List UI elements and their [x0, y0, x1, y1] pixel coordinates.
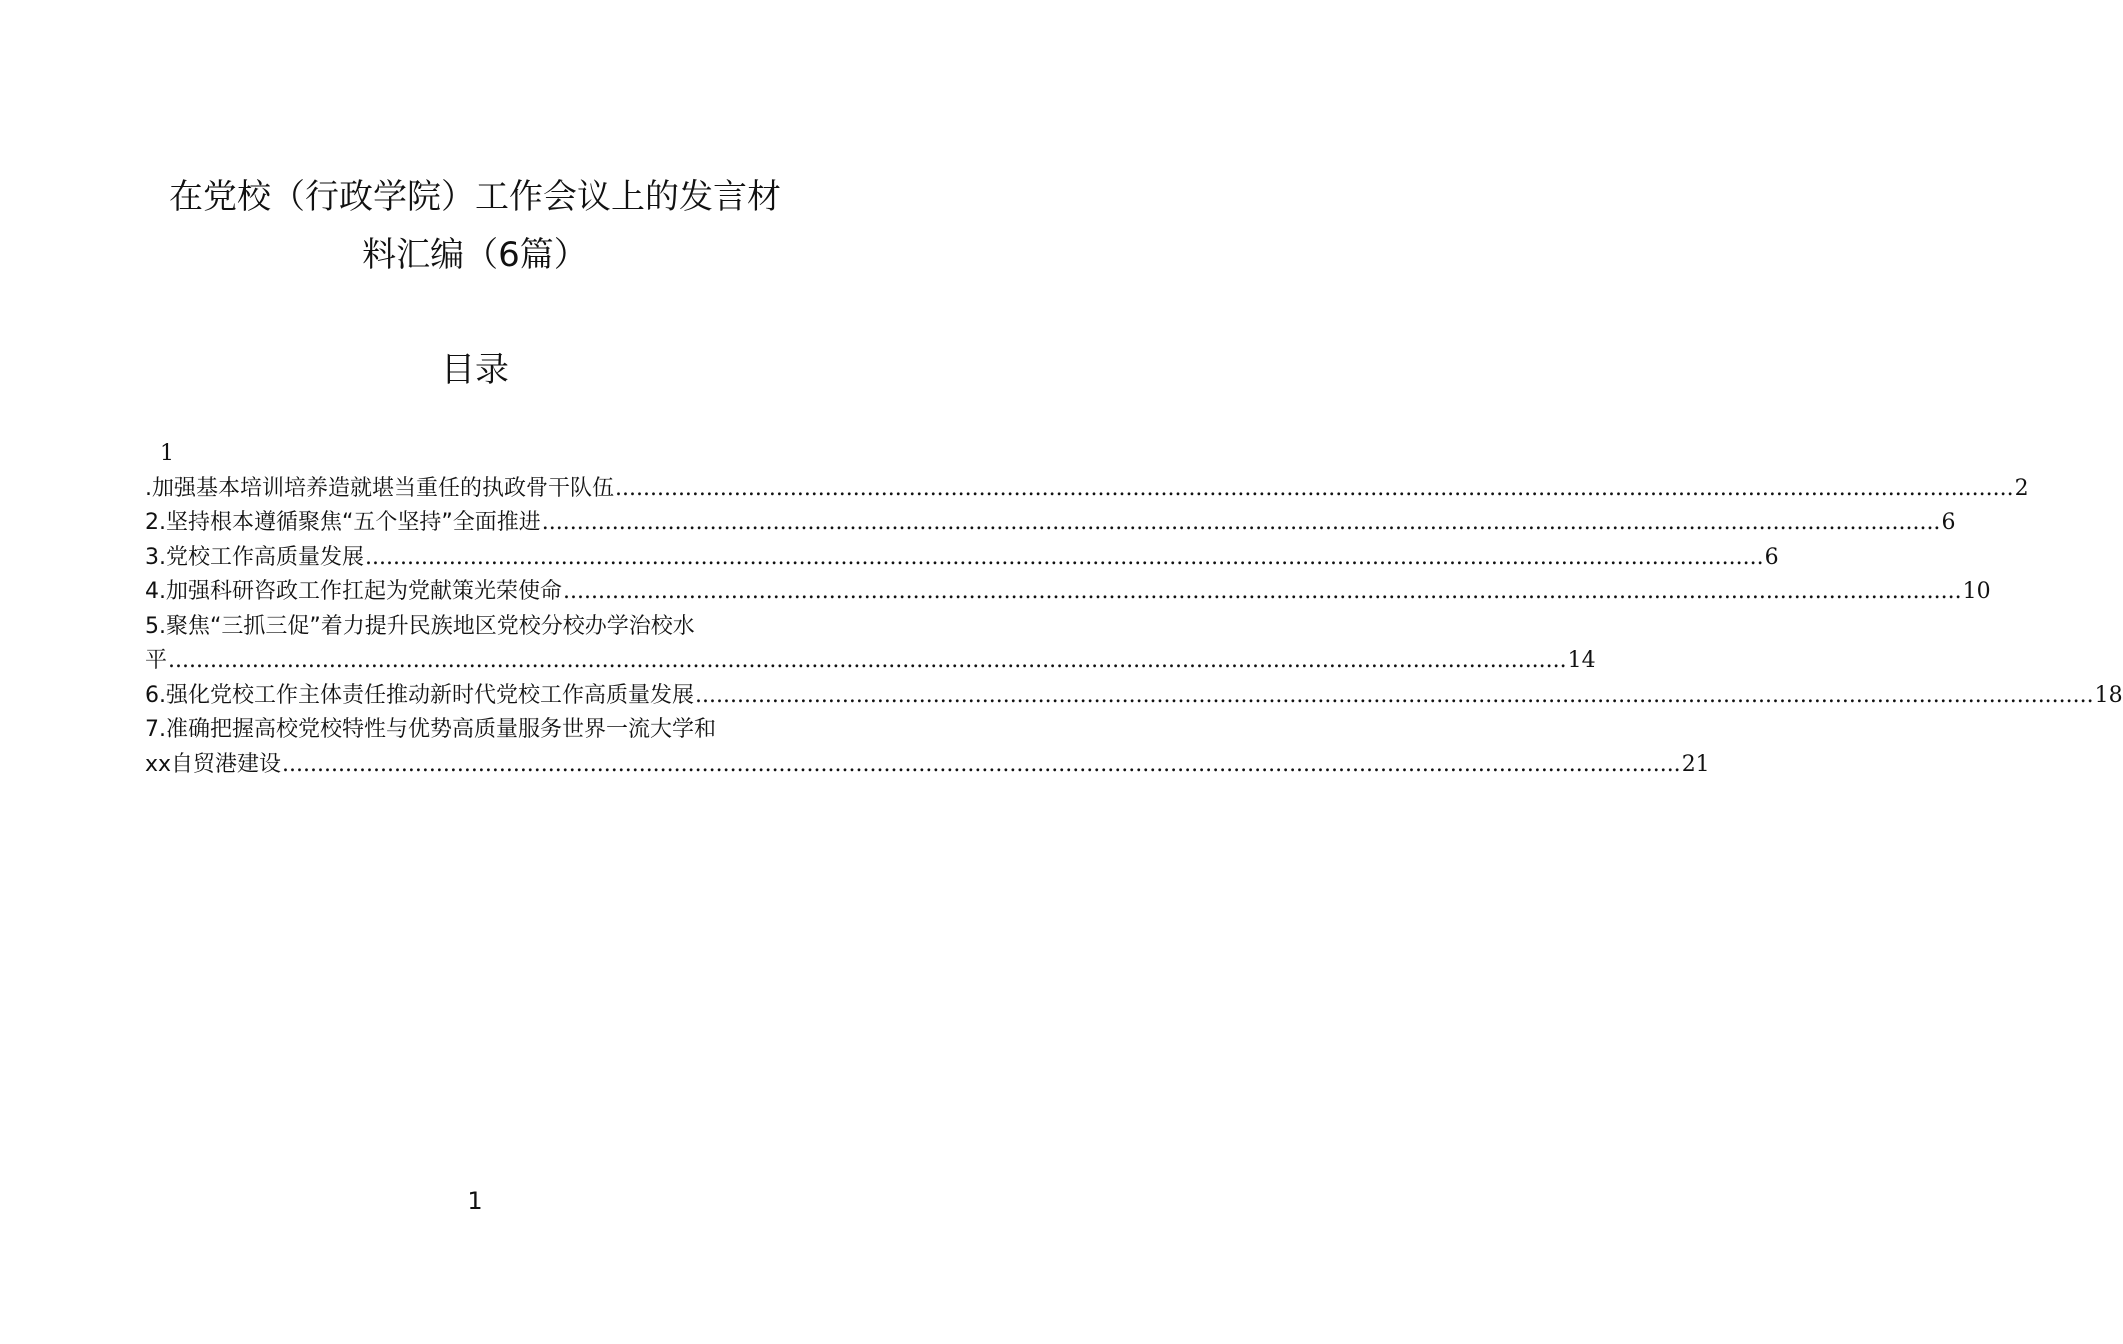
toc-entry-3[interactable]	[145, 541, 1779, 576]
toc-entry-3-title: 3.党校工作高质量发展	[145, 544, 364, 570]
toc-heading: 目录	[441, 350, 509, 390]
toc-entry-2[interactable]	[145, 506, 1956, 541]
document-title-line-2: 料汇编（6篇）	[362, 235, 588, 275]
toc-entry-5-leader: ........................................................................................................................................................................................................	[168, 648, 1567, 673]
toc-entry-1-page: 2	[2014, 475, 2029, 501]
toc-entry-2-title: 2.坚持根本遵循聚焦“五个坚持”全面推进	[145, 510, 541, 535]
toc-entry-7-page: 21	[1681, 751, 1710, 777]
toc-entry-5-title-line-1: 5.聚焦“三抓三促”着力提升民族地区党校分校办学治校水	[145, 613, 695, 639]
toc-entry-7-title-line-2: xx自贸港建设	[145, 751, 282, 777]
toc-entry-6-page: 18	[2094, 682, 2123, 708]
toc-entry-6-title: 6.强化党校工作主体责任推动新时代党校工作高质量发展	[145, 682, 694, 708]
toc-entry-6[interactable]	[145, 679, 2123, 714]
toc-entry-5-title-line-2: 平	[145, 648, 168, 673]
toc-entry-5[interactable]	[145, 610, 1596, 679]
toc-entry-1[interactable]	[145, 437, 2029, 506]
toc-entry-7-title-line-1: 7.准确把握高校党校特性与优势高质量服务世界一流大学和	[145, 717, 716, 742]
toc-entry-3-page: 6	[1764, 544, 1779, 570]
toc-entry-5-page: 14	[1567, 648, 1596, 673]
document-title-line-1: 在党校（行政学院）工作会议上的发言材	[169, 177, 781, 217]
table-of-contents	[145, 437, 2123, 782]
toc-entry-7[interactable]	[145, 713, 1710, 782]
toc-entry-4-leader: ........................................................................................................................................................................................................	[563, 579, 1962, 604]
toc-entry-1-leader: ........................................................................................................................................................................................................	[615, 475, 2014, 501]
page-number: 1	[467, 1187, 483, 1215]
toc-entry-6-leader: ........................................................................................................................................................................................................	[695, 682, 2094, 708]
toc-entry-7-leader: ........................................................................................................................................................................................................	[282, 751, 1681, 777]
toc-entry-3-leader: ........................................................................................................................................................................................................	[365, 544, 1764, 570]
toc-entry-2-page: 6	[1941, 510, 1956, 535]
toc-entry-4-title: 4.加强科研咨政工作扛起为党献策光荣使命	[145, 579, 562, 604]
toc-entry-4[interactable]	[145, 575, 1991, 610]
toc-entry-1-number: 1	[160, 441, 174, 466]
toc-entry-4-page: 10	[1962, 579, 1991, 604]
toc-entry-2-leader: ........................................................................................................................................................................................................	[541, 510, 1941, 535]
document-title	[140, 168, 810, 284]
toc-entry-1-title: .加强基本培训培养造就堪当重任的执政骨干队伍	[145, 475, 614, 501]
